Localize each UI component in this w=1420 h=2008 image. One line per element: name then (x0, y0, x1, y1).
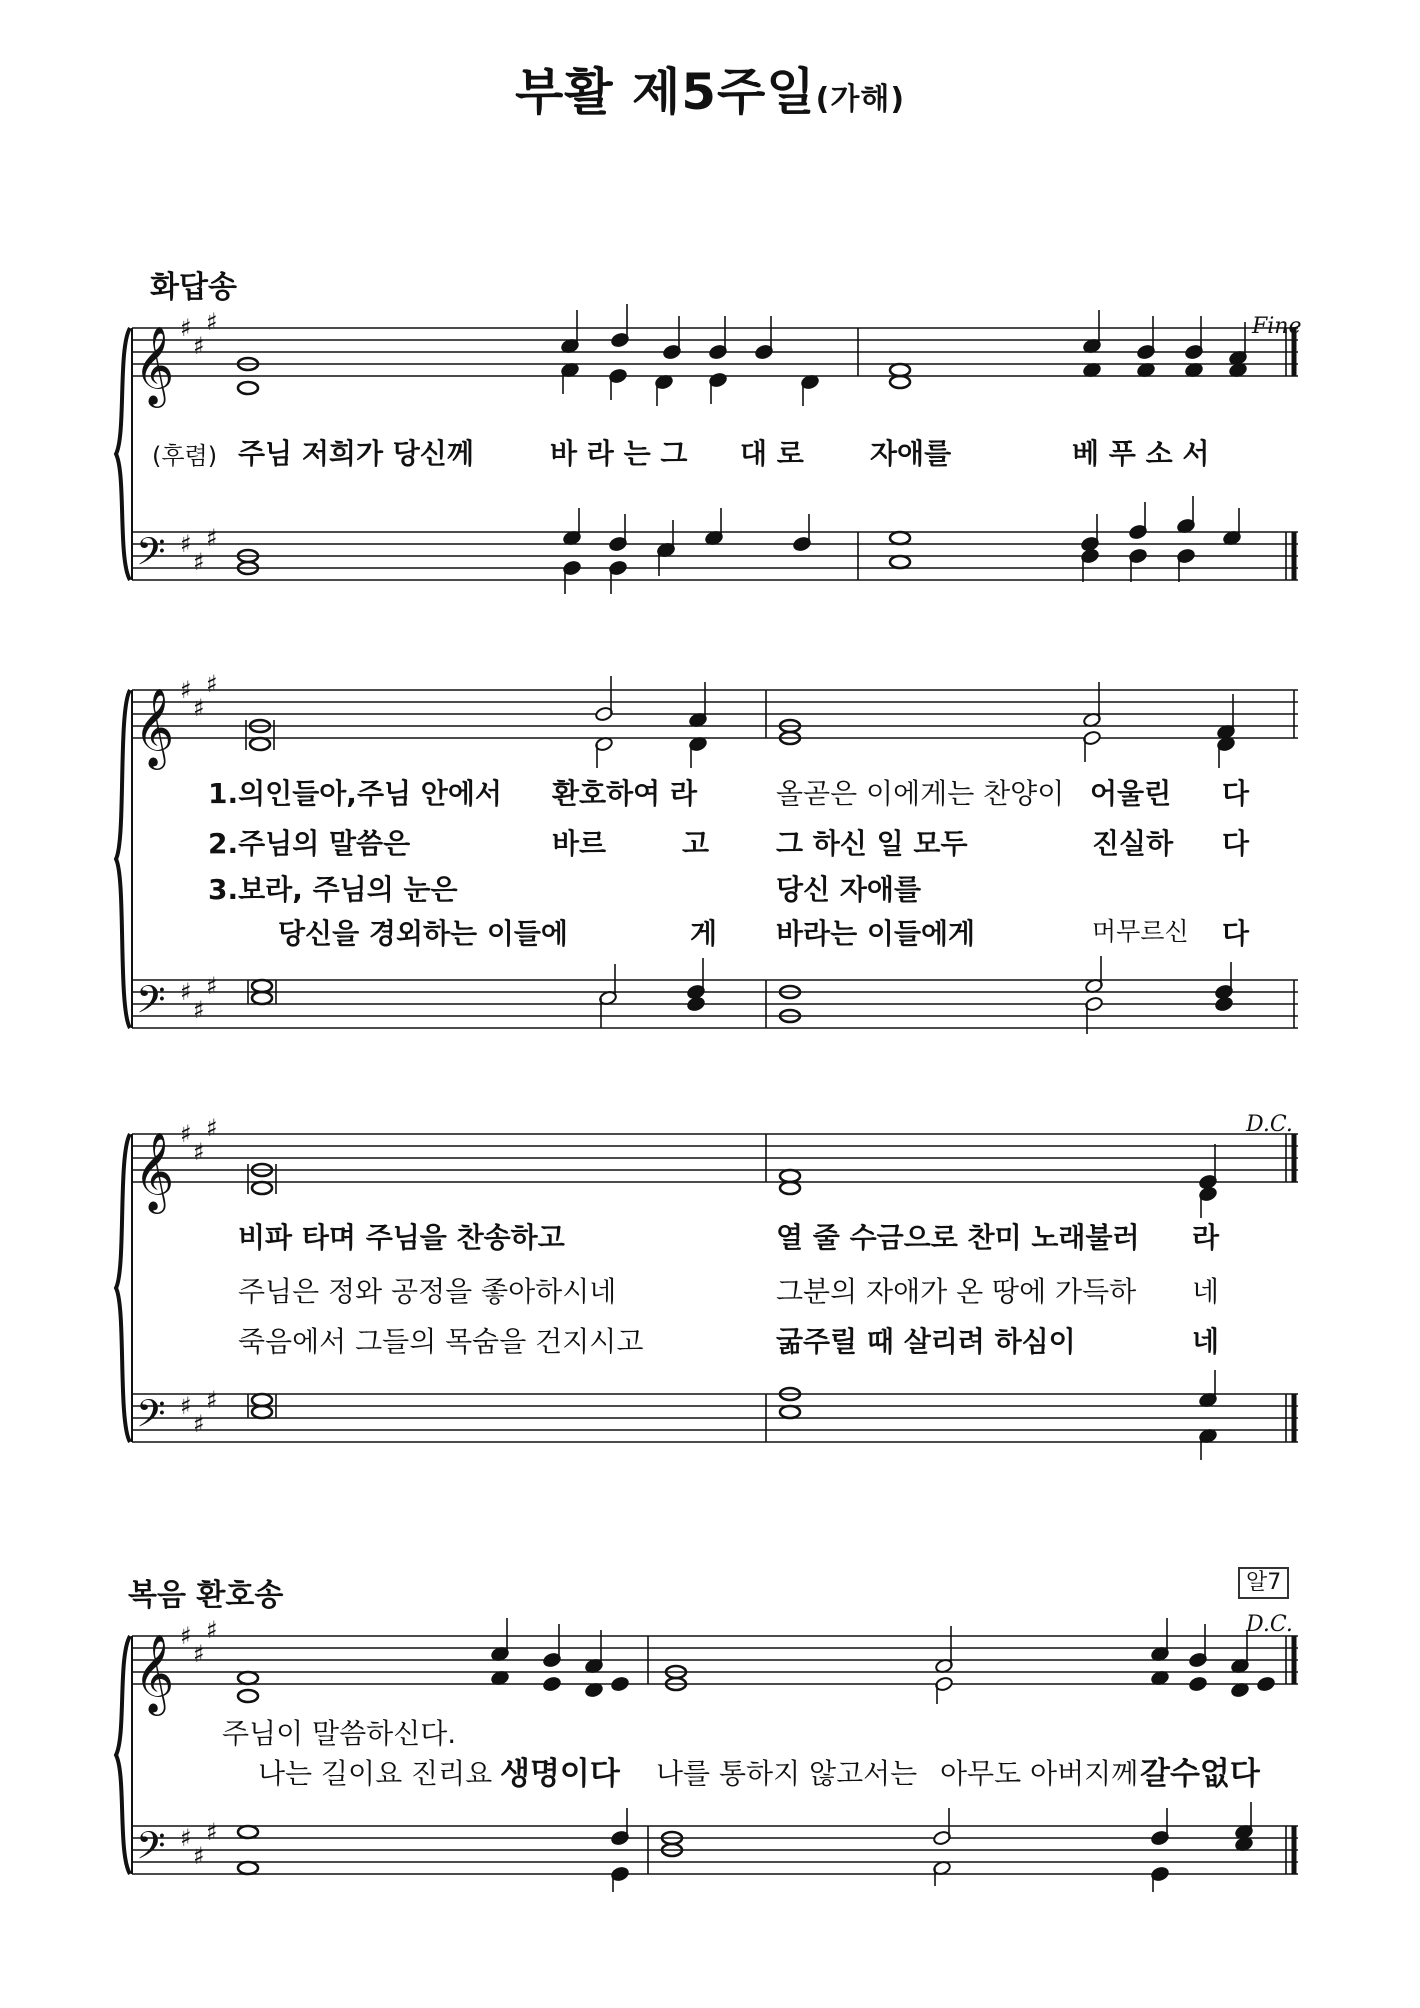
sharp-icon: ♯ (206, 972, 218, 1000)
treble-clef-icon: 𝄞 (134, 688, 175, 767)
sharp-icon: ♯ (180, 978, 192, 1006)
system-brace (116, 328, 130, 580)
verse2-lyric: 진실하 (1092, 827, 1174, 860)
whole-note (238, 1862, 258, 1874)
sharp-icon: ♯ (193, 1640, 205, 1668)
system-brace (116, 1636, 130, 1874)
whole-note (238, 1826, 258, 1838)
sharp-icon: ♯ (180, 676, 192, 704)
whole-note (252, 1182, 272, 1194)
verse3-lyric: 당신 자애를 (776, 873, 921, 906)
verse1-lyric: 올곧은 이에게는 찬양이 (776, 777, 1065, 810)
verse1-lyric: 환호하여 라 (552, 777, 697, 810)
verse3-lyric: 3.보라, 주님의 눈은 (208, 873, 458, 906)
staff-notation (116, 304, 1298, 1892)
refrain-lyric: 자애를 (870, 437, 952, 470)
whole-note (780, 1170, 800, 1182)
sharp-icon: ♯ (180, 1824, 192, 1852)
refrain-marker: (후렴) (152, 442, 218, 470)
verse2-lyric: 주님은 정와 공정을 좋아하시네 (238, 1275, 617, 1308)
bass-clef-icon: 𝄢 (136, 977, 166, 1031)
sharp-icon: ♯ (206, 1818, 218, 1846)
note-head (1189, 1676, 1208, 1692)
bass-clef-icon: 𝄢 (136, 529, 166, 583)
verse2-lyric: 그분의 자애가 온 땅에 가득하 (776, 1275, 1137, 1308)
gospel-lyric: 아무도 아버지께 (940, 1757, 1139, 1790)
title-sub: (가해) (815, 82, 906, 117)
sharp-icon: ♯ (180, 314, 192, 342)
whole-note (252, 992, 272, 1004)
whole-note (252, 1394, 272, 1406)
whole-note (252, 1406, 272, 1418)
verse3-lyric: 게 (690, 917, 718, 950)
sharp-icon: ♯ (193, 694, 205, 722)
gospel-lyric: 생명이다 (500, 1756, 620, 1792)
whole-note (238, 382, 258, 394)
gospel-lyric: 나를 통하지 않고서는 (656, 1757, 918, 1790)
verse1-lyric: 열 줄 수금으로 찬미 노래불러 (776, 1221, 1140, 1254)
verse2-lyric: 다 (1222, 827, 1250, 860)
note-head (1257, 1676, 1276, 1692)
sharp-icon: ♯ (180, 530, 192, 558)
sharp-icon: ♯ (193, 1410, 205, 1438)
bass-clef-icon: 𝄢 (136, 1391, 166, 1445)
refrain-lyric: 주님 저희가 당신께 (238, 437, 474, 470)
whole-note (890, 376, 910, 388)
whole-note (890, 532, 910, 544)
sharp-icon: ♯ (206, 524, 218, 552)
whole-note (250, 738, 270, 750)
dc-mark-psalm: D.C. (1246, 1112, 1293, 1137)
verse1-lyric: 비파 타며 주님을 찬송하고 (238, 1221, 565, 1254)
gospel-label: 복음 환호송 (128, 1578, 284, 1613)
sharp-icon: ♯ (193, 1842, 205, 1870)
verse3-lyric: 네 (1192, 1325, 1220, 1358)
verse3-lyric: 굶주릴 때 살리려 하심이 (776, 1325, 1076, 1358)
whole-note (780, 1406, 800, 1418)
whole-note (780, 1182, 800, 1194)
sharp-icon: ♯ (193, 996, 205, 1024)
verse2-lyric: 그 하신 일 모두 (776, 827, 968, 860)
sharp-icon: ♯ (206, 308, 218, 336)
sharp-icon: ♯ (193, 548, 205, 576)
note-head (1215, 996, 1234, 1012)
sharp-icon: ♯ (180, 1392, 192, 1420)
refrain-lyric: 대 로 (740, 437, 804, 470)
reference-box: 알7 (1238, 1567, 1289, 1599)
sharp-icon: ♯ (180, 1622, 192, 1650)
verse3-lyric: 당신을 경외하는 이들에 (278, 917, 568, 950)
verse1-lyric: 어울린 (1090, 777, 1172, 810)
verse3-lyric: 죽음에서 그들의 목숨을 건지시고 (238, 1325, 644, 1358)
note-head (611, 1676, 630, 1692)
refrain-lyric: 바 라 는 그 (550, 437, 688, 470)
sharp-icon: ♯ (206, 670, 218, 698)
treble-clef-icon: 𝄞 (134, 1634, 175, 1713)
sharp-icon: ♯ (193, 332, 205, 360)
verse2-lyric: 고 (682, 827, 710, 860)
whole-note (890, 364, 910, 376)
verse1-lyric: 1.의인들아,주님 안에서 (208, 777, 502, 810)
treble-clef-icon: 𝄞 (134, 326, 175, 405)
sharp-icon: ♯ (180, 1120, 192, 1148)
sharp-icon: ♯ (206, 1114, 218, 1142)
verse2-lyric: 2.주님의 말씀은 (208, 827, 411, 860)
gospel-lyric: 주님이 말씀하신다. (222, 1717, 457, 1750)
psalm-label: 화답송 (150, 270, 237, 305)
whole-note (252, 980, 272, 992)
verse3-lyric: 바라는 이들에게 (776, 917, 976, 950)
note-head (687, 996, 706, 1012)
whole-note (890, 556, 910, 568)
fine-mark: Fine (1252, 314, 1302, 339)
gospel-lyric: 나는 길이요 진리요 (258, 1757, 493, 1790)
dc-mark-gospel: D.C. (1246, 1612, 1293, 1637)
verse3-lyric: 다 (1222, 917, 1250, 950)
system-brace (116, 1134, 130, 1442)
title-main: 부활 제5주일 (514, 63, 816, 121)
note-head (543, 1676, 562, 1692)
sharp-icon: ♯ (206, 1616, 218, 1644)
verse2-lyric: 바르 (552, 827, 607, 860)
bass-clef-icon: 𝄢 (136, 1823, 166, 1877)
refrain-lyric: 베 푸 소 서 (1072, 437, 1210, 470)
verse3-lyric: 머무르신 (1092, 917, 1189, 946)
whole-note (238, 1672, 258, 1684)
treble-clef-icon: 𝄞 (134, 1132, 175, 1211)
verse2-lyric: 네 (1192, 1275, 1220, 1308)
gospel-lyric: 갈수없다 (1140, 1756, 1260, 1792)
whole-note (238, 1690, 258, 1702)
verse1-lyric: 라 (1192, 1221, 1220, 1254)
system-brace (116, 690, 130, 1028)
sharp-icon: ♯ (206, 1386, 218, 1414)
sharp-icon: ♯ (193, 1138, 205, 1166)
verse1-lyric: 다 (1222, 777, 1250, 810)
